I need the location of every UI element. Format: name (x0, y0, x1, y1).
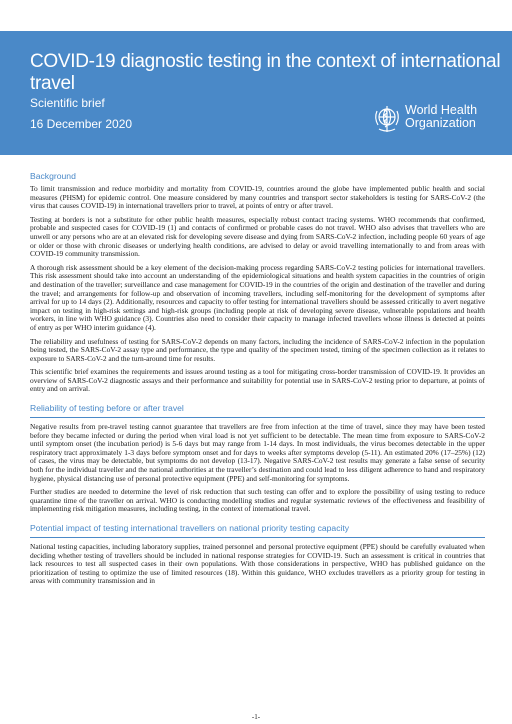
paragraph: A thorough risk assessment should be a key element of the decision-making process regarding SARS-CoV-2 testing policies for international travellers. This risk assessment should take into account an understanding of the epidemiological situations and health system capacities in the countries of origin and destination of the traveller; surveillance and case management for COVID-19 in the countries of the origin and destination of the traveller and during the travel; and arrangements for follow-up and observation of incoming travellers, including self-monitoring for the development of symptoms after arrival for up to 14 days (2). Additionally, resources and capacity to offer testing for international travellers should be assessed critically to avert negative impact on testing in high-risk settings and high-risk groups (including people at risk of developing severe disease, vulnerable populations and health workers, in line with WHO guidance (3). Countries also need to consider their capacity to manage infected travellers whose illness is detected at points of entry as per WHO interim guidance (4). (30, 262, 485, 332)
section-heading-background: Background (30, 171, 76, 181)
who-emblem-icon (371, 102, 403, 134)
section-heading-testing-capacity: Potential impact of testing international travellers on national priority testing capacity (30, 523, 350, 533)
paragraph: This scientific brief examines the requirements and issues around testing as a tool for mitigating cross-border transmission of COVID-19. It provides an overview of SARS-CoV-2 diagnostic assays and their performance and suitability for potential use in SARS-CoV-2 testing prior to departure, at points of entry and on arrival. (30, 367, 485, 394)
organization-name-line2: Organization (405, 116, 476, 130)
section-heading-reliability: Reliability of testing before or after travel (30, 403, 184, 414)
section-divider (30, 537, 485, 538)
paragraph: To limit transmission and reduce morbidity and mortality from COVID-19, countries around the globe have implemented public health and social measures (PHSM) for epidemic control. One measure considered by many countries and transport sector stakeholders is testing for SARS-CoV-2 (the virus that causes COVID-19) in international travellers prior to travel, at points of entry or after travel. (30, 184, 485, 211)
document-date: 16 December 2020 (30, 117, 133, 131)
document-body (30, 171, 485, 591)
paragraph: National testing capacities, including laboratory supplies, trained personnel and personal protective equipment (PPE) should be carefully evaluated when deciding whether testing of travellers should be included in national response strategies for COVID-19. Such an assessment is critical in countries that lack resources to test all suspected cases in their own populations. With those considerations in perspective, WHO has published guidance on the prioritization of testing to optimize the use of limited resources (18). Within this guidance, WHO excludes travellers as a priority group for testing in areas with community transmission and in (30, 542, 485, 586)
document-type: Scientific brief (30, 96, 105, 110)
paragraph: Negative results from pre-travel testing cannot guarantee that travellers are free from infection at the time of travel, since they may have been tested before they became infected or during the period when viral load is not yet sufficient to be detectable. The mean time from exposure to SARS-CoV-2 until symptom onset (the incubation period) is 5-6 days but may range from 1-14 days. In most individuals, the virus becomes detectable in the upper respiratory tract approximately 1-3 days before symptom onset and for days to weeks after symptoms develop (5-11). An estimated 20% (17–25%) (12) of cases, the virus may be detectable, but symptoms do not develop (13-17). Negative SARS-CoV-2 test results may generate a false sense of security both for the individual traveller and the national authorities at the traveller’s destination and could lead to less diligent adherence to hand and respiratory hygiene, physical distancing use of personal protective equipment (PPE) and self-monitoring for symptoms. (30, 422, 485, 483)
paragraph: Further studies are needed to determine the level of risk reduction that such testing can offer and to explore the possibility of using testing to reduce quarantine time of the traveller on arrival. WHO is conducting modelling studies and regular systematic reviews of the effectiveness and feasibility of implementing risk mitigation measures, including testing, in the context of international travel. (30, 487, 485, 514)
section-divider (30, 417, 485, 418)
document-title: COVID-19 diagnostic testing in the context of international travel (30, 51, 501, 94)
title-banner (0, 31, 512, 155)
organization-name-line1: World Health (405, 103, 478, 117)
paragraph: The reliability and usefulness of testing for SARS-CoV-2 depends on many factors, including the incidence of SARS-CoV-2 infection in the population being tested, the SARS-CoV-2 assay type and performance, the type and quality of the specimen tested, timing of the specimen collection as it relates to exposure to SARS-CoV-2 and the turn-around time for results. (30, 336, 485, 363)
page-number: -1- (251, 713, 261, 721)
paragraph: Testing at borders is not a substitute for other public health measures, especially robust contact tracing systems. WHO recommends that confirmed, probable and suspected cases for COVID-19 (1) and contacts of confirmed or probable cases do not travel. WHO also advises that travellers who are unwell or any persons who are at an elevated risk for developing severe disease and dying from SARS-CoV-2 infection, including people 60 years of age or older or those with chronic diseases or underlying health conditions, are advised to delay or avoid travelling internationally to and from areas with COVID-19 community transmission. (30, 214, 485, 259)
organization-name (405, 104, 477, 130)
who-logo (371, 102, 486, 138)
